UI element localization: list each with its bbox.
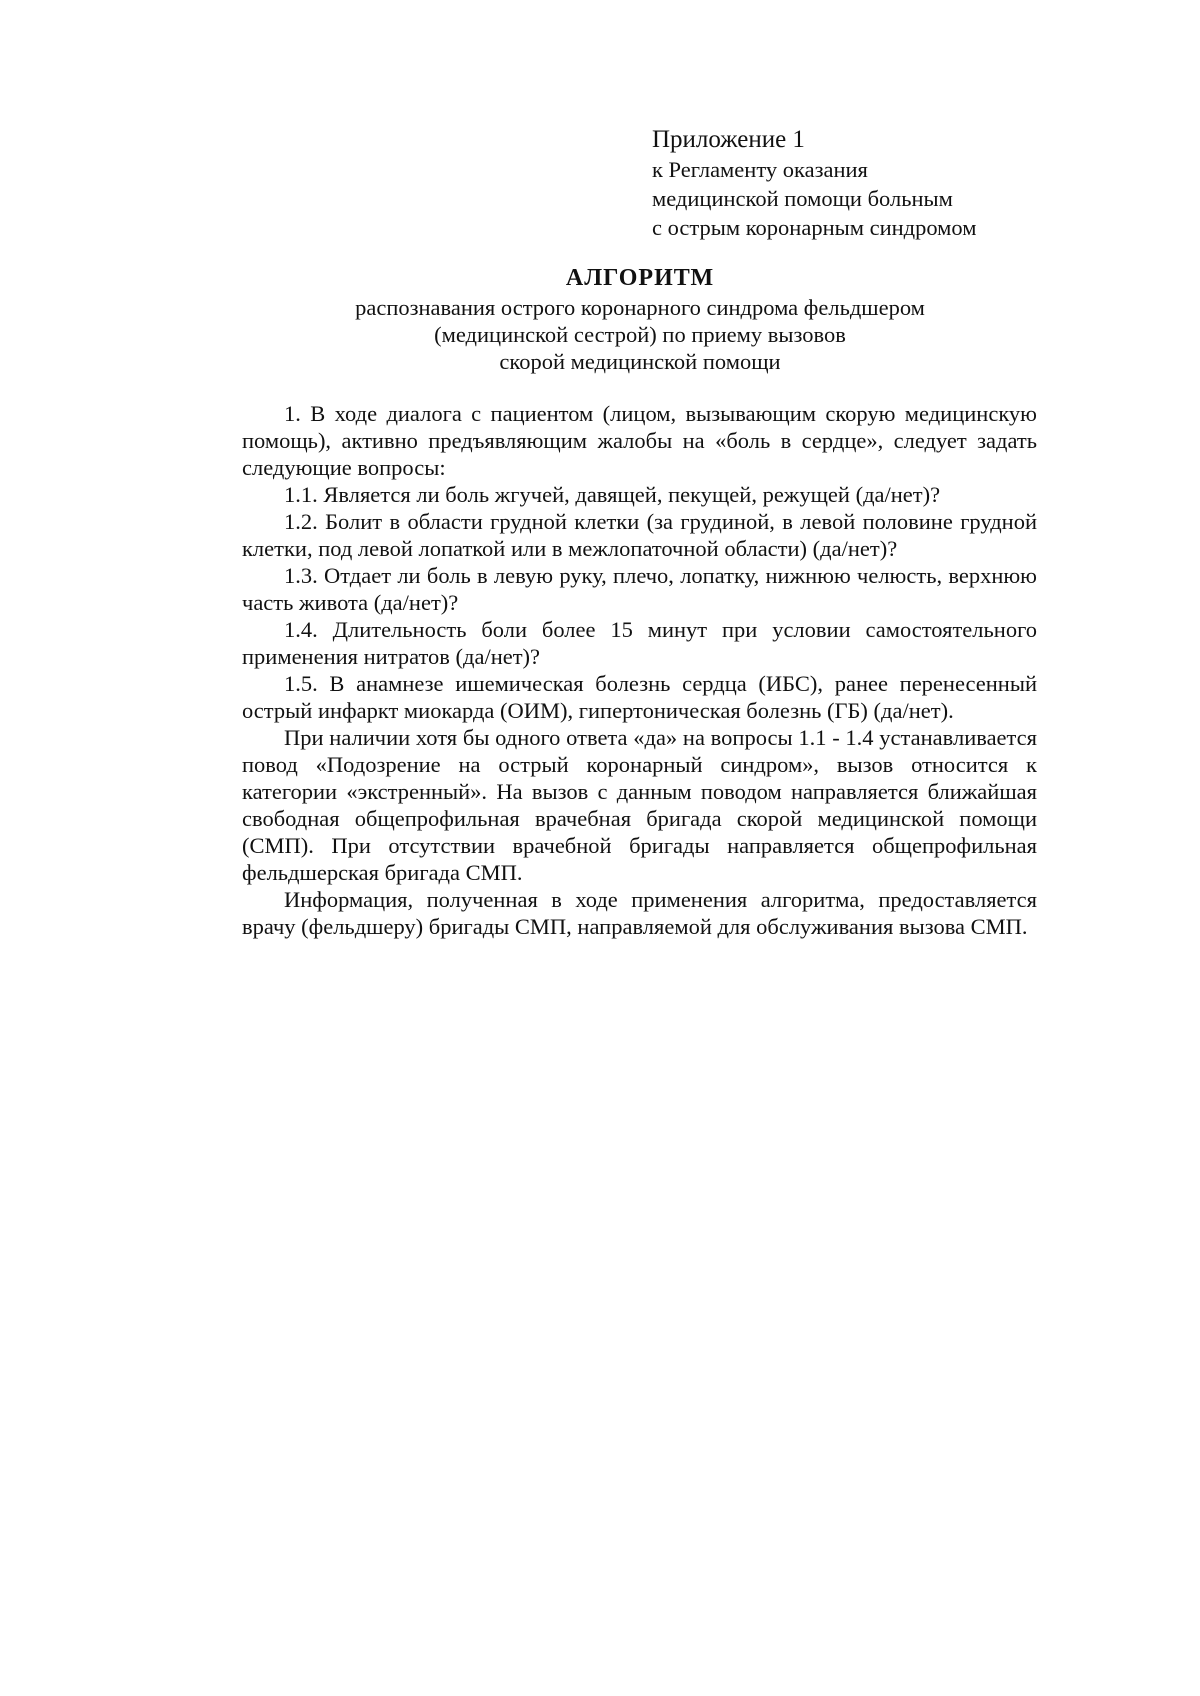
paragraph-question-1-3: 1.3. Отдает ли боль в левую руку, плечо, лопатку, нижнюю челюсть, верхнюю часть живота (да/нет)? <box>242 563 1037 615</box>
paragraph-question-1-5: 1.5. В анамнезе ишемическая болезнь сердца (ИБС), ранее перенесенный острый инфаркт миокарда (ОИМ), гипертоническая болезнь (ГБ) (да/нет). <box>242 671 1037 723</box>
paragraph-question-1-1: 1.1. Является ли боль жгучей, давящей, пекущей, режущей (да/нет)? <box>284 482 941 507</box>
title-block <box>240 262 1040 375</box>
paragraph-decision-rule: При наличии хотя бы одного ответа «да» на вопросы 1.1 - 1.4 устанавливается повод «Подозрение на острый коронарный синдром», вызов относится к категории «экстренный». На вызов с данным поводом направляется ближайшая свободная общепрофильная врачебная бригада скорой медицинской помощи (СМП). При отсутствии врачебной бригады направляется общепрофильная фельдшерская бригада СМП. <box>242 725 1037 885</box>
document-title: АЛГОРИТМ <box>565 265 715 291</box>
appendix-header <box>652 124 1112 242</box>
document-subtitle-line: скорой медицинской помощи <box>499 349 781 374</box>
document-subtitle-line: распознавания острого коронарного синдрома фельдшером <box>355 295 925 320</box>
appendix-reference-line: с острым коронарным синдромом <box>652 215 977 240</box>
paragraph-question-1-4: 1.4. Длительность боли более 15 минут при условии самостоятельного применения нитратов (да/нет)? <box>242 617 1037 669</box>
appendix-number: Приложение 1 <box>652 126 805 153</box>
appendix-reference-line: медицинской помощи больным <box>652 186 953 211</box>
document-subtitle-line: (медицинской сестрой) по приему вызовов <box>434 322 846 347</box>
paragraph-intro: 1. В ходе диалога с пациентом (лицом, вызывающим скорую медицинскую помощь), активно предъявляющим жалобы на «боль в сердце», следует задать следующие вопросы: <box>242 401 1037 480</box>
appendix-reference-line: к Регламенту оказания <box>652 157 868 182</box>
paragraph-question-1-2: 1.2. Болит в области грудной клетки (за грудиной, в левой половине грудной клетки, под левой лопаткой или в межлопаточной области) (да/нет)? <box>242 509 1037 561</box>
paragraph-information-transfer: Информация, полученная в ходе применения алгоритма, предоставляется врачу (фельдшеру) бригады СМП, направляемой для обслуживания вызова СМП. <box>242 887 1037 939</box>
document-body <box>242 400 1037 940</box>
